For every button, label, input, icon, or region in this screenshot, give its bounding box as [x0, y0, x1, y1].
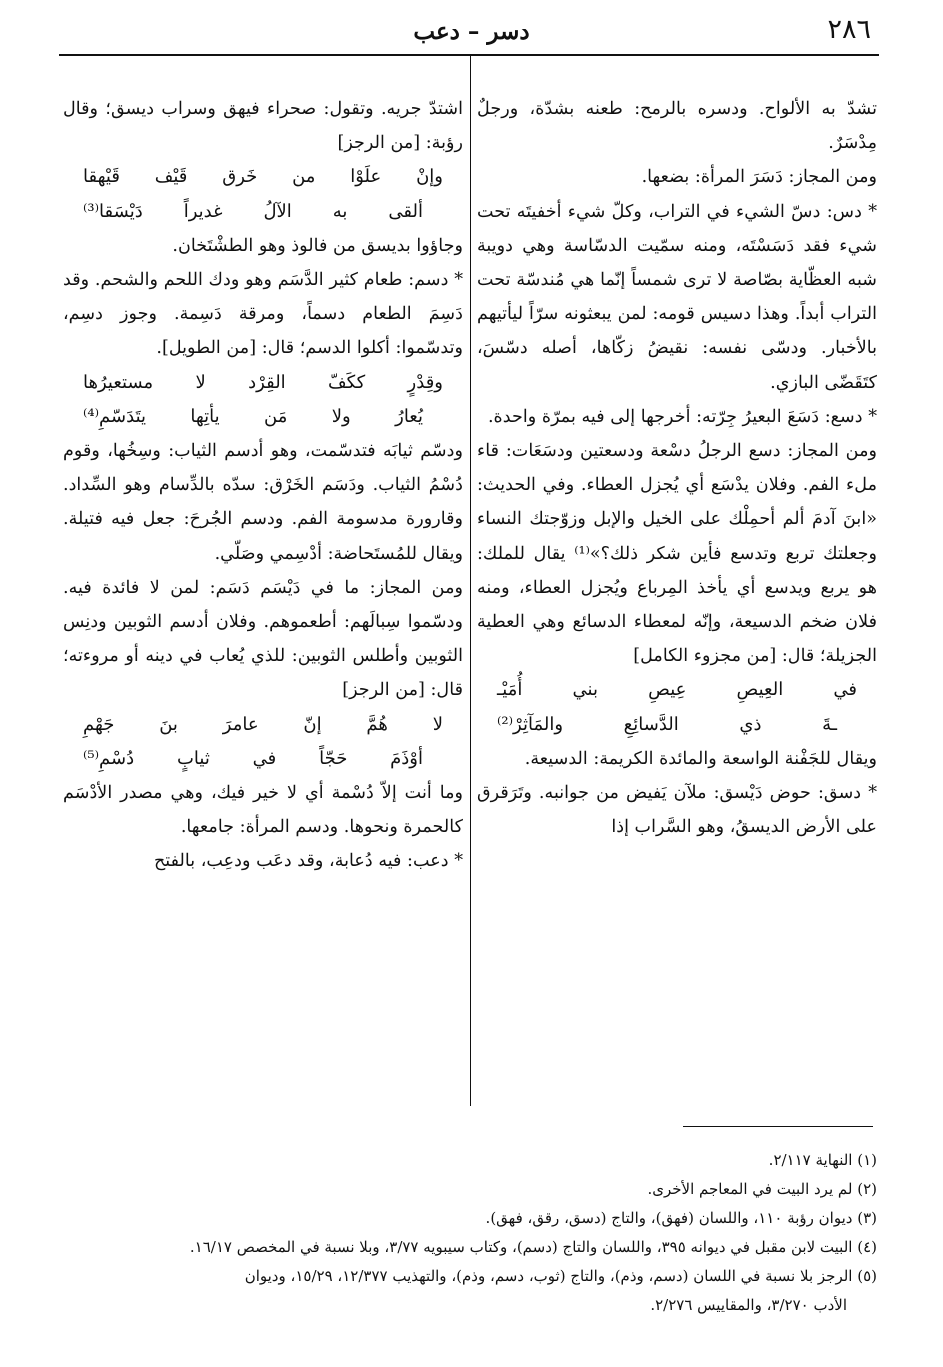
footnote: (٤) البيت لابن مقبل في ديوانه ٣٩٥، واللسان والتاج (دسم)، وكتاب سيبويه ٣/٧٧، وبلا نسبة في المخصص ١٦/١٧. [189, 1238, 877, 1256]
entry-dasaq: * دسق: حوض دَيْسق: ملآن يَفيض من جوانبه. وتَرَقرق على الأرض الديسقُ، وهو السَّراب إذا [477, 783, 877, 838]
entry-dasam: * دسم: طعام كثير الدَّسَم وهو ودك اللحم والشحم. وقد دَسِمَ الطعام دسماً، ومرقة دَسِمة. وجوز دسِم، وتدسّموا: أكلوا الدسم؛ قال: [من الطويل]. [63, 270, 463, 359]
verse-line: يُعارُ ولا مَن يأتِها يتَدَسّمِ⁽⁴⁾ [83, 405, 423, 427]
footnotes [65, 1146, 877, 1320]
verse-line: في العِيصِ عِيصِ بني أُمَيْـ [497, 679, 857, 701]
footnote: (٥) الرجز بلا نسبة في اللسان (دسم، وذم)، والتاج (ثوب، دسم، وذم)، والتهذيب ١٢/٣٧٧، ١٥/٢٩، وديوان [244, 1267, 877, 1285]
footnote-rule [683, 1126, 873, 1127]
right-column [477, 92, 877, 844]
running-head: دسر – دعب [413, 18, 530, 45]
paragraph: ومن المجاز: ما في دَيْسَم دَسَم: لمن لا فائدة فيه. ودسّموا سِبالَهم: أطعموهم. وفلان أدسم الثوبين ودنِس الثوبين وأطلس الثوبين: للذي يُعاب في دينه أو مروءته؛ قال: [من الرجز] [63, 577, 463, 701]
paragraph: ودسّم ثيابَه فتدسّمت، وهو أدسم الثياب: وسِخُها، وقوم دُسْمُ الثياب. ودَسَم الخَرْق: سدّه بالدِّسام وهو السِّداد. وقارورة مدسومة الفم. ودسم الجُرحَ: جعل فيه فتيلة. ويقال للمُستَحاضة: أدْسِمي وصَلّي. [63, 441, 463, 564]
paragraph: وجاؤوا بديسق من فالوذ وهو الطشْتَخان. [172, 235, 463, 256]
column-divider [470, 56, 471, 1106]
paragraph: ويقال للجَفْنة الواسعة والمائدة الكريمة: الدسيعة. [524, 748, 877, 769]
entry-dasa: * دسع: دَسَعَ البعيرُ جِرّته: أخرجها إلى فيه بمرّة واحدة. [487, 406, 877, 427]
verse-line: وإنْ علَوْا من خَرق قَيْف قَيْهقا [83, 166, 443, 188]
verse-line: أوْذَمَ حَجّاً في ثيابٍ دُسْمِ⁽⁵⁾ [83, 747, 423, 769]
header-rule [59, 54, 879, 56]
verse-line: ـةَ ذي الدَّسائِعِ والمَآثِرْ⁽²⁾ [497, 713, 837, 735]
footnote: (٢) لم يرد البيت في المعاجم الأخرى. [647, 1180, 877, 1198]
paragraph: ومن المجاز: دَسَرَ المرأة: بضعها. [641, 167, 877, 188]
page-number: ٢٨٦ [827, 14, 871, 45]
verse-line: لا هُمَّ إنّ عامرَ بنَ جَهْمِ [83, 713, 443, 735]
paragraph: وما أنت إلاّ دُسْمة أي لا خير فيك، وهي مصدر الأدْسَم كالحمرة ونحوها. ودسم المرأة: جامعها. [63, 783, 463, 838]
footnote: الأدب ٣/٢٧٠، والمقاييس ٢/٢٧٦. [650, 1296, 847, 1314]
paragraph: ومن المجاز: دسع الرجلُ دسْعة ودسعتين ودسَعَات: قاء ملء الفم. وفلان يدْسَع أي يُجزل العطاء. وفي الحديث: «ابنَ آدمَ ألم أحمِلْك على الخيل والإبل وزوّجتك النساء وجعلتك تربع وتدسع فأين شكر ذلك؟»⁽¹⁾ يقال للملك: هو يربع ويدسع أي يأخذ المِرباع ويُجزل العطاء، ومنه فلان ضخم الدسيعة، وإنّه لمعطاء الدسائع وهي العطية الجزيلة؛ قال: [من مجزوء الكامل] [477, 441, 877, 667]
entry-das: * دس: دسّ الشيء في التراب، وكلّ شيء أخفيتَه تحت شيء فقد دَسَسْتَه، ومنه سمّيت الدسّاسة وهي دويبة شبه العظّاية بصّاصة لا ترى شمساً إنّما هي مُندسّة تحت التراب أبداً. وهذا دسيس قومه: لمن يبعثونه سرّاً ليأتيهم بالأخبار. ودسّى نفسه: نقيضُ زكّاها، أصله دسّسَ، كتَقَضّى البازي. [477, 201, 877, 393]
paragraph: اشتدّ جريه. وتقول: صحراء فيهق وسراب ديسق؛ وقال رؤبة: [من الرجز] [63, 99, 463, 154]
paragraph: تشدّ به الألواح. ودسره بالرمح: طعنه بشدّة، ورجلٌ مِدْسَرٌ. [477, 99, 877, 154]
footnote: (١) النهاية ٢/١١٧. [768, 1151, 877, 1169]
page-header [0, 14, 943, 46]
verse-line: ألقى به الآلُ غديراً دَيْسَقا⁽³⁾ [83, 200, 423, 222]
footnote: (٣) ديوان رؤبة ١١٠، واللسان (فهق)، والتاج (دسق، رقق، فهق). [485, 1209, 877, 1227]
left-column [63, 92, 463, 879]
verse-line: وقِدْرٍ ككَفّ القِرْد لا مستعيرُها [83, 371, 443, 393]
entry-daab: * دعب: فيه دُعابة، وقد دعَب ودعِب، بالفتح [153, 851, 463, 872]
